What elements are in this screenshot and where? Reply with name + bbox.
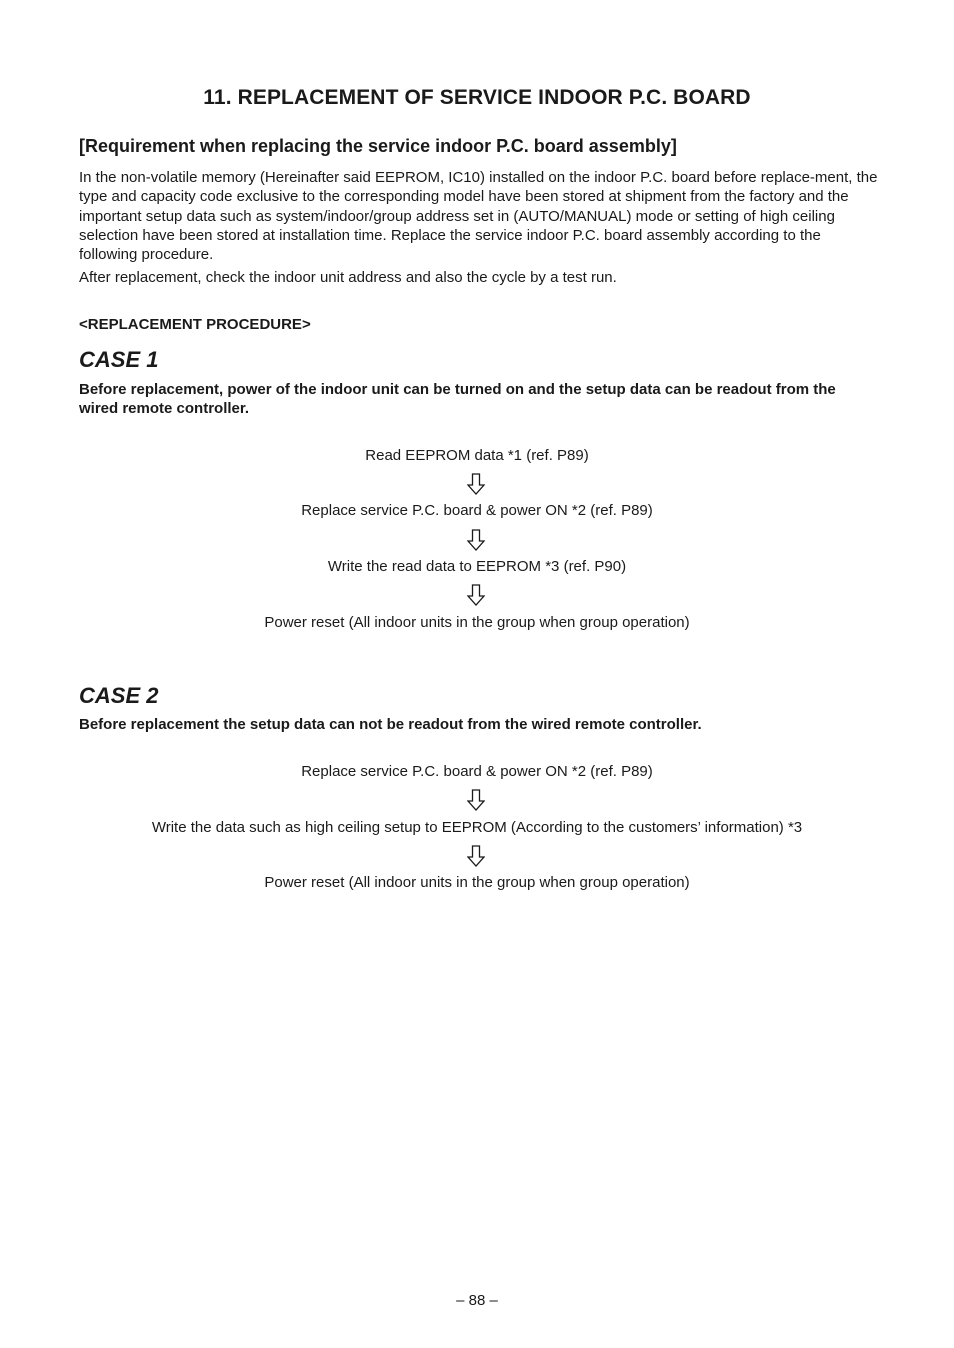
- down-arrow-icon: [467, 789, 485, 811]
- case-2-step-3: Power reset (All indoor units in the group when group operation): [264, 874, 690, 891]
- case-1-description: Before replacement, power of the indoor unit can be turned on and the setup data can be readout from the wired remote controller.: [79, 381, 836, 418]
- case-2-description: Before replacement the setup data can not be readout from the wired remote controller.: [79, 716, 702, 733]
- case-2-title: CASE 2: [79, 683, 159, 708]
- page-title: 11. REPLACEMENT OF SERVICE INDOOR P.C. BOARD: [203, 86, 751, 109]
- case-2-step-1: Replace service P.C. board & power ON *2 (ref. P89): [301, 763, 653, 780]
- case-2-step-2: Write the data such as high ceiling setup to EEPROM (According to the customers’ information) *3: [151, 819, 803, 836]
- case-1-step-4: Power reset (All indoor units in the group when group operation): [264, 614, 690, 631]
- case-1-step-2: Replace service P.C. board & power ON *2 (ref. P89): [301, 502, 653, 519]
- page-number: – 88 –: [456, 1292, 498, 1309]
- down-arrow-icon: [467, 473, 485, 495]
- after-replacement-paragraph: After replacement, check the indoor unit address and also the cycle by a test run.: [79, 269, 617, 286]
- section-heading: [Requirement when replacing the service indoor P.C. board assembly]: [79, 136, 677, 156]
- case-1-title: CASE 1: [79, 347, 159, 372]
- down-arrow-icon: [467, 584, 485, 606]
- intro-paragraph: In the non-volatile memory (Hereinafter said EEPROM, IC10) installed on the indoor P.C. board before replace-ment, the type and capacity code exclusive to the corresponding model have been stored at shipment from the factory and the important setup data such as system/indoor/group address set in (AUTO/MANUAL) mode or setting of high ceiling selection have been stored at installation time. Replace the service indoor P.C. board assembly according to the following procedure.: [79, 169, 878, 264]
- procedure-heading: <REPLACEMENT PROCEDURE>: [79, 316, 311, 333]
- down-arrow-icon: [467, 529, 485, 551]
- down-arrow-icon: [467, 845, 485, 867]
- case-1-step-1: Read EEPROM data *1 (ref. P89): [365, 447, 589, 464]
- case-1-step-3: Write the read data to EEPROM *3 (ref. P90): [327, 558, 627, 575]
